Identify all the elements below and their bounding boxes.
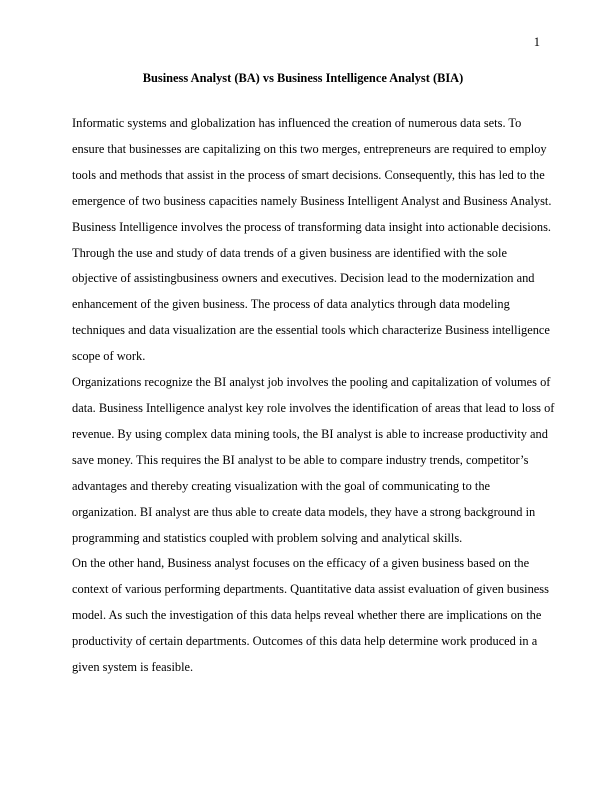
text-line: model. As such the investigation of this data helps reveal whether there are implications on the (72, 608, 542, 623)
text-line: Informatic systems and globalization has influenced the creation of numerous data sets. To (72, 116, 522, 130)
page-number: 1 (533, 35, 540, 49)
text-line: scope of work. (72, 349, 146, 364)
document-title: Business Analyst (BA) vs Business Intelligence Analyst (BIA) (142, 71, 464, 85)
text-line: emergence of two business capacities namely Business Intelligent Analyst and Business Analyst. (72, 193, 552, 208)
text-line: productivity of certain departments. Outcomes of this data help determine work produced in a (72, 634, 538, 649)
text-line: enhancement of the given business. The process of data analytics through data modeling (72, 297, 510, 312)
text-line: tools and methods that assist in the process of smart decisions. Consequently, this has led to the (72, 167, 545, 182)
text-line: Organizations recognize the BI analyst job involves the pooling and capitalization of volumes of (72, 375, 551, 390)
text-line: On the other hand, Business analyst focuses on the efficacy of a given business based on the (72, 556, 530, 571)
text-line: ensure that businesses are capitalizing on this two merges, entrepreneurs are required to employ (72, 141, 547, 156)
text-line: revenue. By using complex data mining tools, the BI analyst is able to increase productivity and (72, 426, 548, 441)
paragraph-2 (72, 370, 555, 551)
document-body (72, 111, 555, 681)
paragraph-3 (72, 551, 549, 681)
text-line: objective of assistingbusiness owners and executives. Decision lead to the modernization and (72, 271, 535, 286)
text-line: context of various performing departments. Quantitative data assist evaluation of given business (72, 582, 549, 597)
text-line: programming and statistics coupled with problem solving and analytical skills. (72, 530, 463, 545)
text-line: Business Intelligence involves the process of transforming data insight into actionable decisions. (72, 219, 551, 234)
text-line: Through the use and study of data trends of a given business are identified with the sole (72, 245, 507, 260)
text-line: organization. BI analyst are thus able to create data models, they have a strong background in (72, 504, 536, 519)
text-line: given system is feasible. (72, 660, 194, 675)
text-line: techniques and data visualization are the essential tools which characterize Business intelligence (72, 323, 550, 338)
paragraph-1 (72, 111, 552, 370)
text-line: save money. This requires the BI analyst to be able to compare industry trends, competitor’s (72, 452, 529, 467)
text-line: data. Business Intelligence analyst key role involves the identification of areas that lead to loss of (72, 400, 555, 415)
text-line: advantages and thereby creating visualization with the goal of communicating to the (72, 478, 491, 493)
